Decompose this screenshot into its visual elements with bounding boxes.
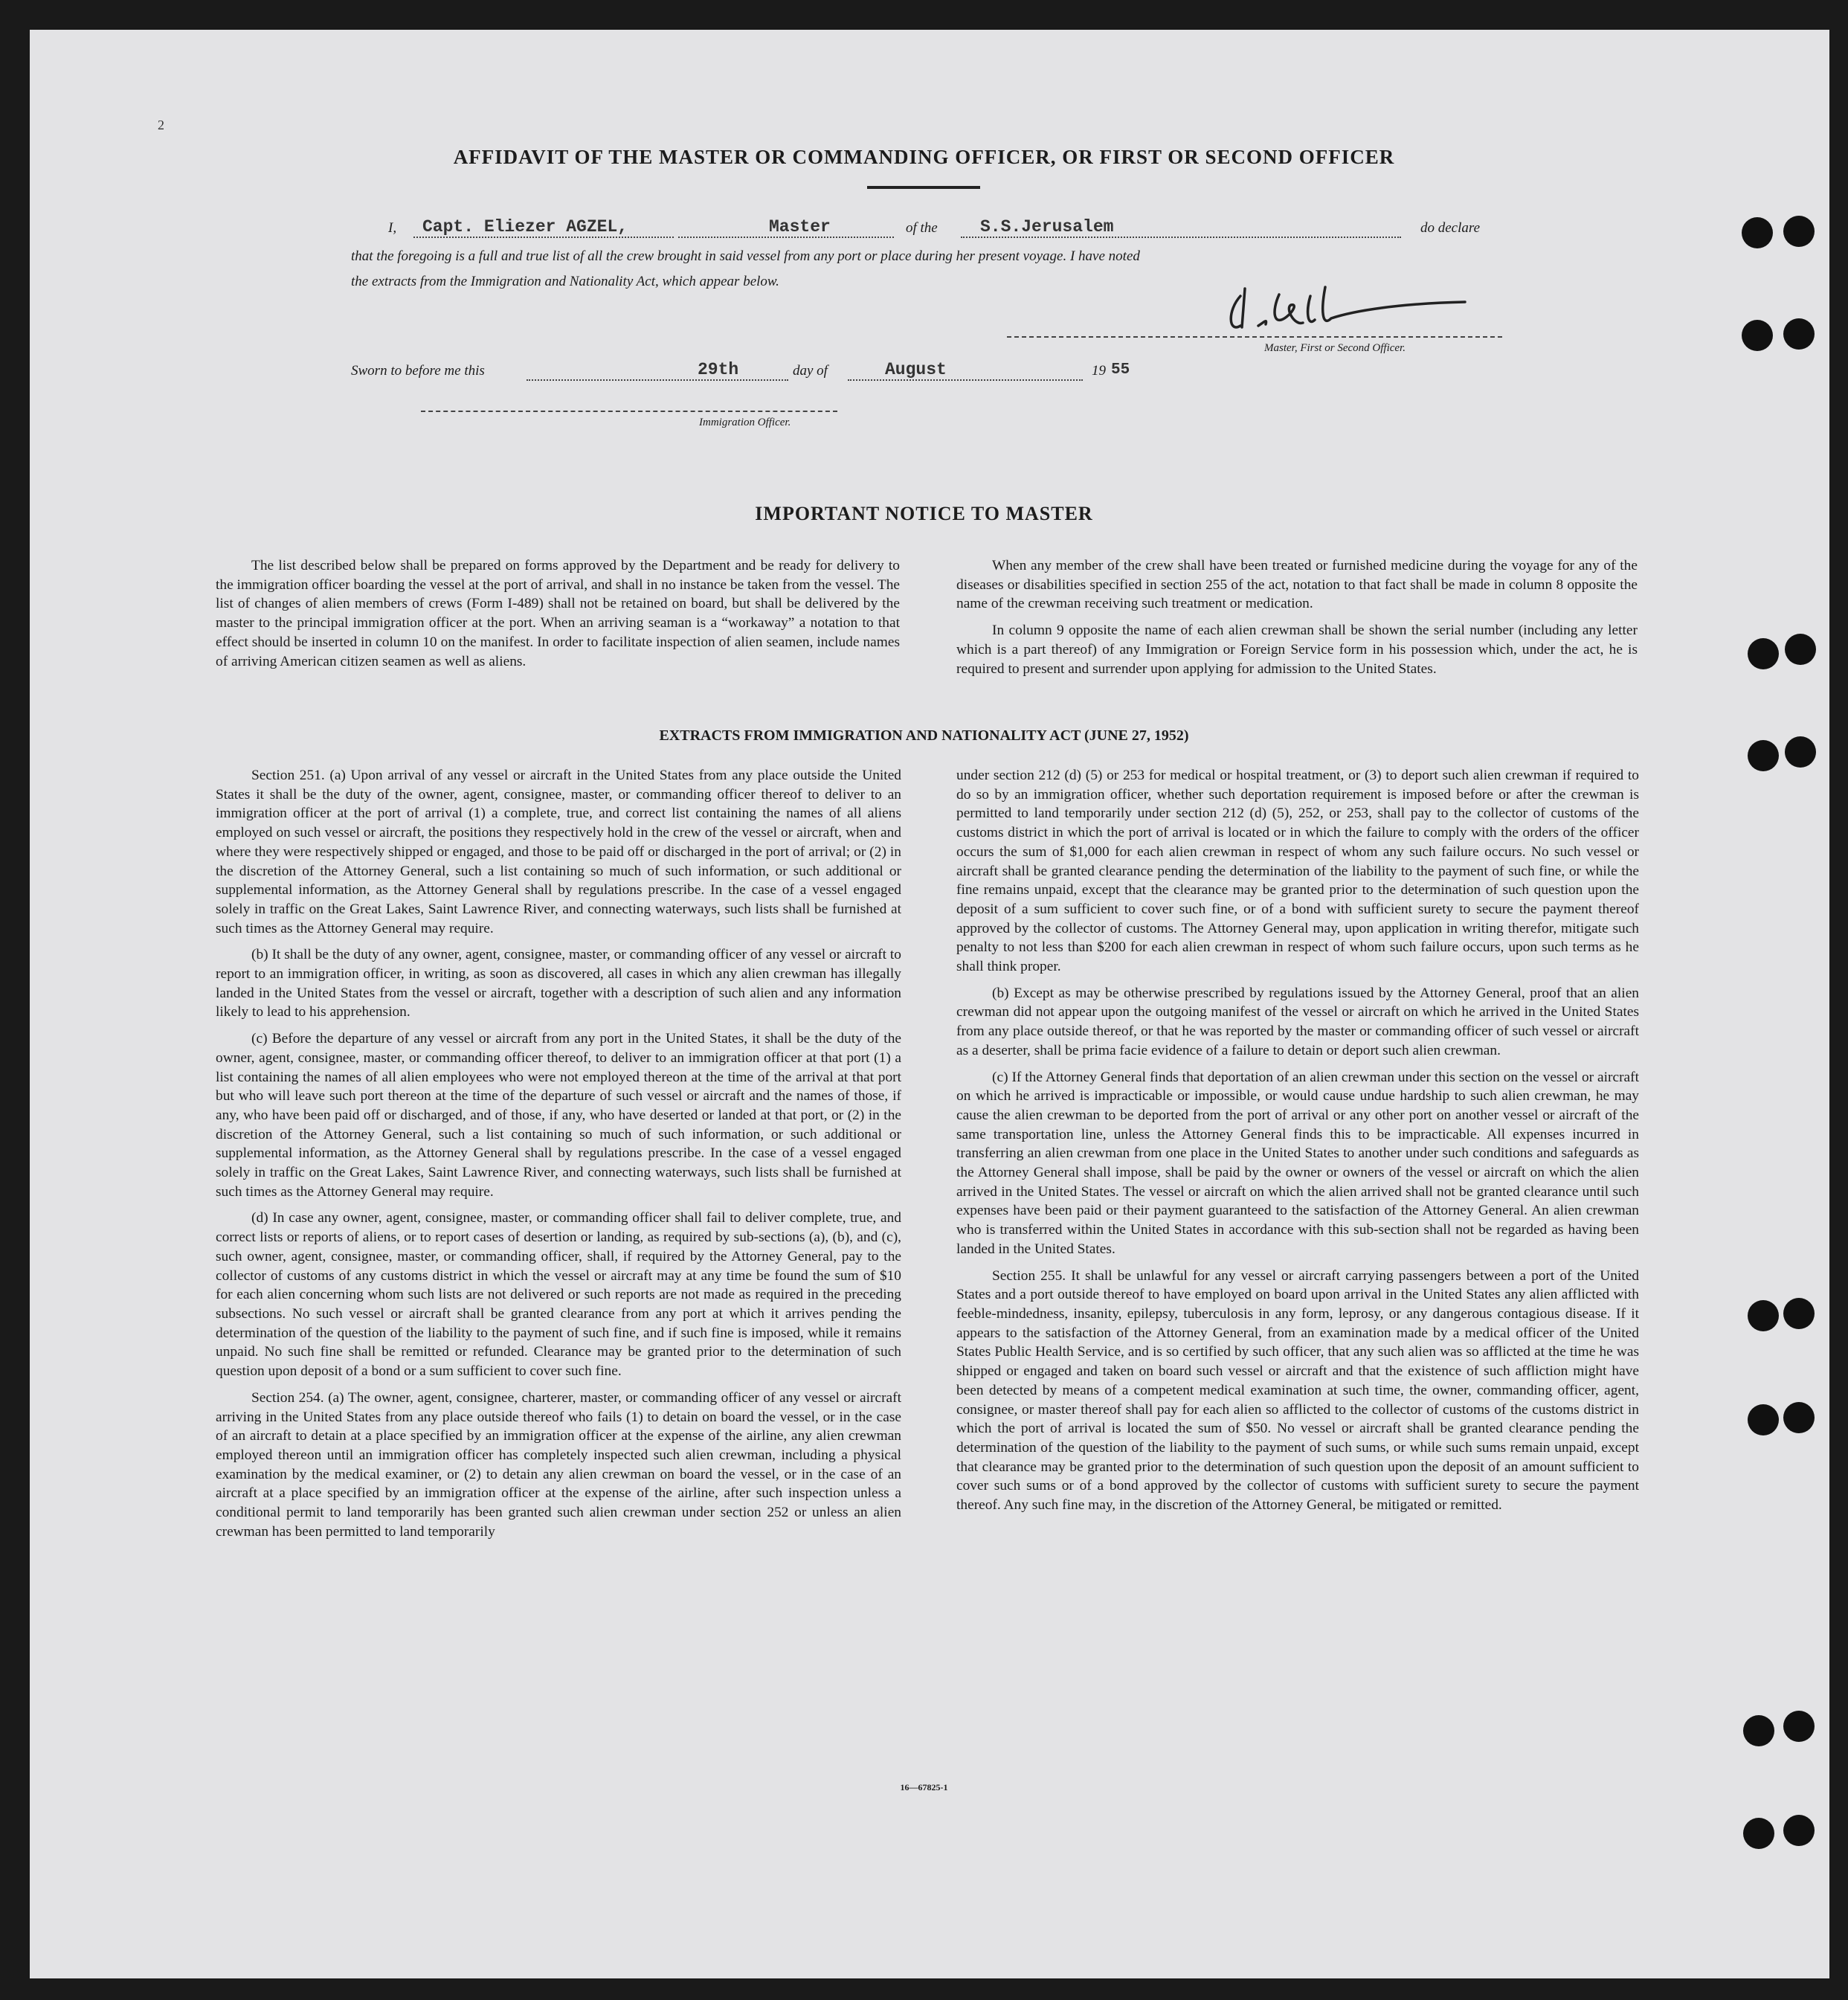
binder-hole-icon [1783,1402,1815,1433]
signature-caption: Master, First or Second Officer. [1264,342,1406,354]
binder-hole-icon [1785,634,1816,665]
binder-hole-icon [1783,1711,1815,1742]
sworn-day: 29th [698,360,739,379]
binder-hole-icon [1748,1300,1779,1331]
notice-right-column [956,556,1638,686]
title-rule [867,186,980,189]
binder-hole-icon [1742,217,1773,248]
section-paragraph: (c) Before the departure of any vessel or aircraft from any port in the United States, it shall be the duty of the owner, agent, consignee, master, or commanding officer thereof, to deliver to an immigration officer at that port (1) a list containing the names of all alien employees who were not employed thereon at the time of the arrival at that port but who will leave such port thereon at the time of the departure of such vessel or aircraft and the names of those, if any, who have been paid off or discharged, and of those, if any, who have deserted or landed at that port, or (2) in the discretion of the Attorney General, such a list containing so much of such information, or such additional or supplemental information, as the Attorney General shall by regulations prescribe. In the case of a vessel engaged solely in traffic on the Great Lakes, Saint Lawrence River, and connecting waterways, such lists shall be furnished at such times as the Attorney General may require. [216,1031,901,1200]
declaration-line3: the extracts from the Immigration and Nationality Act, which appear below. [351,274,779,289]
sworn-year: 55 [1111,361,1130,379]
sworn-month-line [848,379,1083,381]
signature-line [1007,336,1502,338]
binder-hole-icon [1743,1715,1774,1746]
corner-mark: 2 [158,118,164,132]
immigration-officer-caption: Immigration Officer. [699,417,791,428]
of-the-label: of the [906,220,938,236]
vessel-name: S.S.Jerusalem [980,217,1114,237]
section-paragraph: Section 254. (a) The owner, agent, consignee, charterer, master, or commanding officer of any vessel or aircraft arriving in the United States from any place outside thereof who fails (1) to detain on board the vessel, or in the case of an aircraft to detain at a place specified by an immigration officer at the expense of the airline, any alien crewman employed thereon until an immigration officer has completely inspected such alien crewman, including a physical examination by the medical examiner, or (2) to detain any alien crewman on board the vessel, or in the case of an aircraft at a place specified by an immigration officer at the expense of the airline, after such inspection unless a conditional permit to land temporarily has been granted such alien crewman under section 252 or unless an alien crewman has been permitted to land temporarily [216,1389,901,1540]
do-declare-label: do declare [1420,220,1481,236]
binder-hole-icon [1783,318,1815,350]
section-paragraph: (d) In case any owner, agent, consignee, master, or commanding officer shall fail to deliver complete, true, and correct lists or reports of aliens, or to report cases of desertion or landing, as required by sub-sections (a), (b), and (c), such owner, agent, consignee, master, or commanding officer, shall, if required by the Attorney General, pay to the collector of customs of any customs district in which the vessel or aircraft may at any time be found the sum of $10 for each alien concerning whom such lists are not delivered or such reports are not made as required in the preceding subsections. No such vessel or aircraft shall be granted clearance from any port at which it arrives pending the determination of the question of the liability to the payment of such fine, and if such fine is imposed, while it remains unpaid. No such fine shall be remitted or refunded. Clearance may be granted prior to the determination of such question upon deposit of a bond or a sum sufficient to cover such fine. [216,1210,901,1380]
rank-line [678,237,894,238]
immigration-officer-line [421,411,837,412]
binder-hole-icon [1783,1815,1815,1846]
declaration-i-label: I, [388,220,397,236]
declaration-line2: that the foregoing is a full and true list of all the crew brought in said vessel from any port or place during her present voyage. I have noted [351,248,1140,264]
binder-hole-icon [1783,1298,1815,1329]
section-paragraph: Section 251. (a) Upon arrival of any vessel or aircraft in the United States from any place outside the United States it shall be the duty of the owner, agent, consignee, master, or commanding officer thereof to deliver to an immigration officer at the port of arrival (1) a complete, true, and correct list containing the names of all aliens employed on such vessel or aircraft, the positions they respectively hold in the crew of the vessel or aircraft, when and where they were respectively shipped or engaged, and those to be paid off or discharged in the port of arrival; or (2) in the discretion of the Attorney General, such a list containing so much of such information, or such additional or supplemental information, as the Attorney General shall by regulations prescribe. In the case of a vessel engaged solely in traffic on the Great Lakes, Saint Lawrence River, and connecting waterways, such lists shall be furnished at such times as the Attorney General may require. [216,768,901,936]
sworn-month: August [885,360,947,379]
binder-hole-icon [1748,1404,1779,1435]
section-paragraph: (b) It shall be the duty of any owner, agent, consignee, master, or commanding officer of any vessel or aircraft to report to an immigration officer, in writing, as soon as discovered, all cases in which any alien crewman has illegally landed in the United States from the vessel or aircraft, together with a description of such alien and any information likely to lead to his apprehension. [216,947,901,1020]
sworn-label: Sworn to before me this [351,363,485,379]
notice-paragraph: When any member of the crew shall have been treated or furnished medicine during the voyage for any of the diseases or disabilities specified in section 255 of the act, notation to that fact shall be made in column 8 opposite the name of the crewman receiving such treatment or medication. [956,558,1638,612]
binder-hole-icon [1743,1818,1774,1849]
name-line [413,237,674,238]
notice-title: IMPORTANT NOTICE TO MASTER [755,503,1093,524]
year-prefix: 19 [1092,363,1106,379]
day-of-label: day of [793,363,828,379]
section-paragraph: (b) Except as may be otherwise prescribed by regulations issued by the Attorney General, proof that an alien crewman did not appear upon the outgoing manifest of the vessel or aircraft on which he arrived in the United States from any place outside thereof, or that he was reported by the master or commanding officer of such vessel or aircraft as a deserter, shall be prima facie evidence of a failure to detain or deport such alien crewman. [956,985,1639,1058]
form-number: 16—67825-1 [900,1782,948,1792]
notice-paragraph: In column 9 opposite the name of each alien crewman shall be shown the serial number (including any letter which is a part thereof) of any Immigration or Foreign Service form in his possession which, under the act, he is required to present and surrender upon applying for admission to the United States. [956,623,1638,677]
section-paragraph: under section 212 (d) (5) or 253 for medical or hospital treatment, or (3) to deport such alien crewman if required to do so by an immigration officer, whether such deportation requirement is imposed before or after the crewman is permitted to land temporarily under section 212 (d) (5), 252, or 253, shall pay to the collector of customs of the customs district in which the port of arrival is located or in which the failure to comply with the orders of the officer occurs the sum of $1,000 for each alien crewman in respect of whom any such failure occurs. No such vessel or aircraft shall be granted clearance pending the determination of the liability to the payment of such fine, or while the fine remains unpaid, except that the clearance may be granted prior to the determination of such question upon the deposit of a sum sufficient to cover such fine, or of a bond with sufficient surety to secure the payment thereof approved by the collector of customs. The Attorney General may, upon application in writing therefor, mitigate such penalty to not less than $200 for each alien crewman in respect of whom such failure occurs, upon such terms as he shall think proper. [956,768,1639,975]
notice-paragraph: The list described below shall be prepared on forms approved by the Department and be ready for delivery to the immigration officer boarding the vessel at the port of arrival, and shall in no instance be taken from the vessel. The list of changes of alien members of crews (Form I-489) shall not be retained on board, but shall be delivered by the master to the principal immigration officer at the port. When an arriving seaman is a “workaway” a notation to that effect should be inserted in column 10 on the manifest. In order to facilitate inspection of alien seamen, include names of arriving American citizen seamen as well as aliens. [216,558,900,669]
affidavit-title: AFFIDAVIT OF THE MASTER OR COMMANDING OFFICER, OR FIRST OR SECOND OFFICER [453,146,1395,168]
master-rank: Master [769,217,831,237]
section-paragraph: (c) If the Attorney General finds that deportation of an alien crewman under this section on the vessel or aircraft on which he arrived is impracticable or impossible, or would cause undue hardship to such alien crewman, he may cause the alien crewman to be deported from the port of arrival or any other port on another vessel or aircraft of the same transportation line, unless the Attorney General finds this to be impracticable. All expenses incurred in transferring an alien crewman from one place in the United States to another under such conditions and safeguards as the Attorney General shall impose, shall be paid by the owner or owners of the vessel or aircraft on which the alien arrived in the United States. The vessel or aircraft on which the alien arrived shall not be granted clearance until such expenses have been paid or their payment guaranteed to the satisfaction of the Attorney General. An alien crewman who is transferred within the United States in accordance with this sub-section shall not be regarded as having been landed in the United States. [956,1069,1639,1257]
vessel-line [961,237,1401,238]
binder-hole-icon [1742,320,1773,351]
sworn-day-line [527,379,788,381]
master-name: Capt. Eliezer AGZEL, [422,217,628,237]
notice-left-column [216,556,900,678]
extracts-left-column [216,766,901,1549]
binder-hole-icon [1748,638,1779,669]
extracts-title: EXTRACTS FROM IMMIGRATION AND NATIONALITY ACT (JUNE 27, 1952) [659,727,1189,744]
binder-hole-icon [1748,740,1779,771]
binder-hole-icon [1783,216,1815,247]
section-paragraph: Section 255. It shall be unlawful for any vessel or aircraft carrying passengers between a port of the United States and a port outside thereof to have employed on board upon arrival in the United States any alien afflicted with feeble-mindedness, insanity, epilepsy, tuberculosis in any form, leprosy, or any dangerous contagious disease. If it appears to the satisfaction of the Attorney General, from an examination made by a medical officer of the United States Public Health Service, and is so certified by such officer, that any such alien was so afflicted at the time he was shipped or engaged and taken on board such vessel or aircraft and that the existence of such affliction might have been detected by means of a competent medical examination at such time, the owner, commanding officer, agent, consignee, or master thereof shall pay for each alien so afflicted to the collector of customs of the customs district in which the port of arrival is located the sum of $50. No vessel or aircraft shall be granted clearance pending the determination of the question of the liability to the payment of such sums, or while such sums remain unpaid, except that clearance may be granted prior to the determination of such question upon the deposit of an amount sufficient to cover such sums or of a bond approved by the collector of customs with sufficient surety to secure the payment thereof. Any such fine may, in the discretion of the Attorney General, be mitigated or remitted. [956,1267,1639,1514]
extracts-right-column [956,766,1639,1522]
